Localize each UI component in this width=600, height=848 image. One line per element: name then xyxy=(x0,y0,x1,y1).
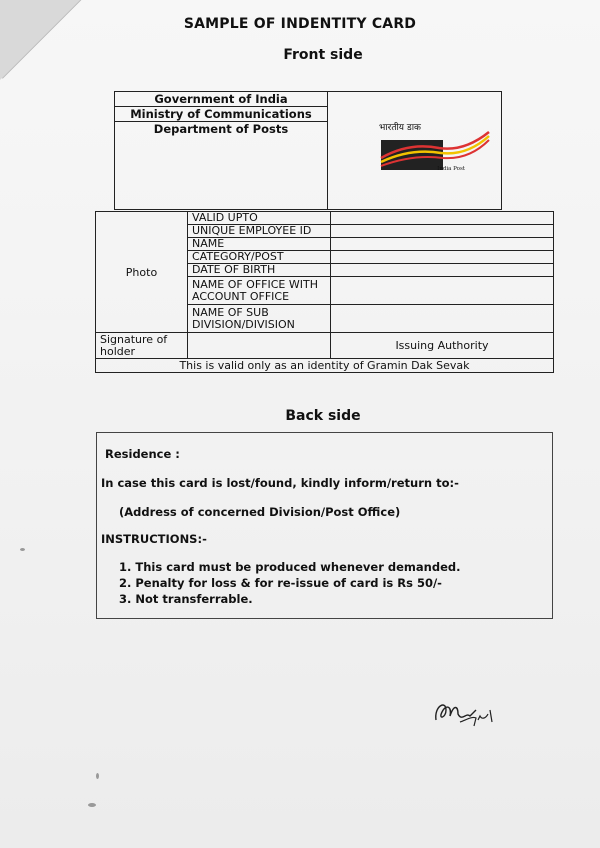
instructions-heading: INSTRUCTIONS:- xyxy=(101,532,207,546)
field-label: CATEGORY/POST xyxy=(188,251,331,264)
residence-label: Residence : xyxy=(105,447,180,461)
address-text: (Address of concerned Division/Post Office) xyxy=(119,505,401,519)
photo-cell: Photo xyxy=(96,212,188,333)
back-side-box xyxy=(96,432,553,619)
field-label: NAME OF OFFICE WITH ACCOUNT OFFICE xyxy=(188,277,331,305)
issuing-authority-cell: Issuing Authority xyxy=(331,333,554,359)
field-label: UNIQUE EMPLOYEE ID xyxy=(188,225,331,238)
field-label: NAME OF SUB DIVISION/DIVISION xyxy=(188,305,331,333)
ministry-line: Ministry of Communications xyxy=(115,107,327,122)
back-side-heading: Back side xyxy=(285,408,361,424)
logo-hindi-text: भारतीय डाक xyxy=(379,123,421,133)
field-label: DATE OF BIRTH xyxy=(188,264,331,277)
field-value xyxy=(331,305,554,333)
paper-speck xyxy=(20,548,25,551)
government-line: Government of India xyxy=(115,92,327,107)
field-value xyxy=(331,251,554,264)
handwritten-signature xyxy=(432,696,502,730)
field-value xyxy=(331,264,554,277)
identity-details-table xyxy=(95,211,554,373)
instruction-item: 2. Penalty for loss & for re-issue of card is Rs 50/- xyxy=(119,576,442,590)
validity-note: This is valid only as an identity of Gramin Dak Sevak xyxy=(96,359,554,373)
lost-found-text: In case this card is lost/found, kindly inform/return to:- xyxy=(101,476,459,490)
instruction-item: 3. Not transferrable. xyxy=(119,592,253,606)
card-header xyxy=(114,91,502,210)
department-block xyxy=(115,92,328,209)
field-label: NAME xyxy=(188,238,331,251)
paper-speck xyxy=(96,773,99,779)
paper-speck xyxy=(88,803,96,807)
front-side-heading: Front side xyxy=(283,47,363,63)
signature-space xyxy=(188,333,331,359)
field-value xyxy=(331,238,554,251)
signature-cell: Signature of holder xyxy=(96,333,188,359)
field-value xyxy=(331,277,554,305)
field-value xyxy=(331,225,554,238)
department-line: Department of Posts xyxy=(153,122,289,136)
india-post-logo xyxy=(379,120,491,176)
instruction-item: 1. This card must be produced whenever demanded. xyxy=(119,560,461,574)
field-value xyxy=(331,212,554,225)
india-post-emblem-icon xyxy=(379,128,491,174)
field-label: VALID UPTO xyxy=(188,212,331,225)
document-title: SAMPLE OF INDENTITY CARD xyxy=(183,16,417,32)
logo-caption: India Post xyxy=(437,166,465,172)
